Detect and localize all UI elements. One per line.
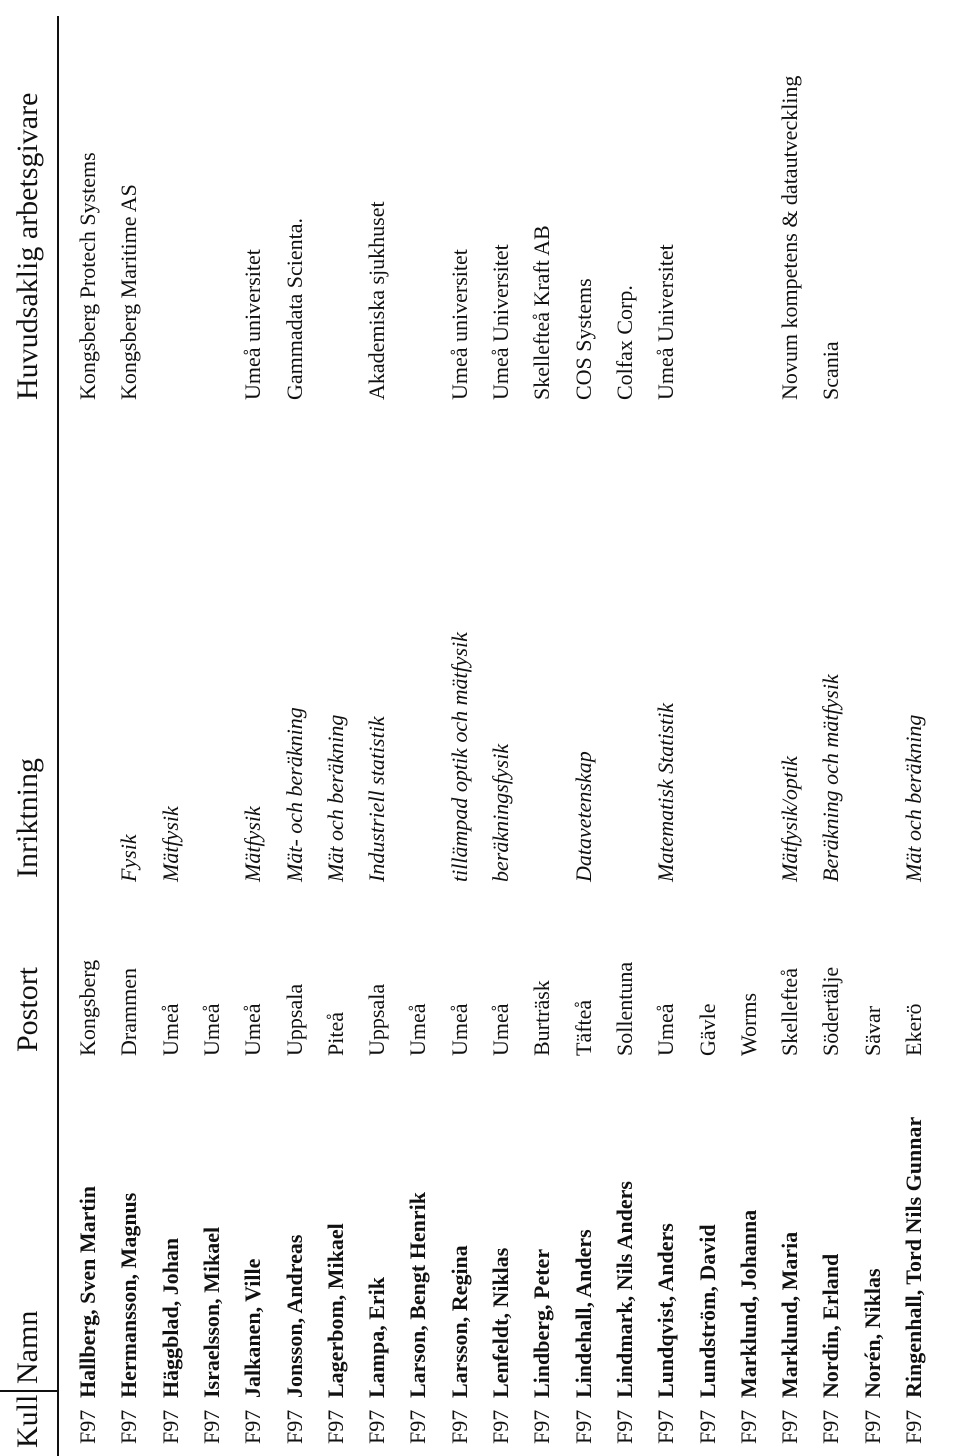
kull-cell: F97 xyxy=(322,1409,348,1444)
kull-cell: F97 xyxy=(446,1409,472,1444)
table-row xyxy=(894,16,934,1456)
inriktning-cell: Mätfysik xyxy=(240,806,266,882)
arbetsgivare-cell: Umeå universitet xyxy=(240,249,266,400)
kull-cell: F97 xyxy=(859,1409,885,1444)
header-divider xyxy=(0,1391,57,1393)
arbetsgivare-cell: Colfax Corp. xyxy=(611,285,637,400)
name-cell: Marklund, Maria xyxy=(777,1231,803,1398)
arbetsgivare-cell: Novum kompetens & datautveckling xyxy=(777,75,803,400)
table-row xyxy=(68,16,108,1456)
inriktning-cell: beräkningsfysik xyxy=(488,743,513,882)
inriktning-cell: Mät- och beräkning xyxy=(281,707,307,882)
name-cell: Jalkanen, Ville xyxy=(240,1258,266,1398)
name-cell: Ringenhall, Tord Nils Gunnar xyxy=(901,1116,926,1398)
postort-cell: Umeå xyxy=(653,1003,679,1056)
inriktning-cell: Mät och beräkning xyxy=(901,714,926,882)
kull-cell: F97 xyxy=(653,1409,679,1444)
postort-cell: Worms xyxy=(735,992,761,1056)
postort-cell: Umeå xyxy=(405,1003,431,1056)
kull-cell: F97 xyxy=(694,1409,720,1444)
table-row xyxy=(729,16,769,1456)
name-cell: Norén, Niklas xyxy=(859,1268,885,1398)
table-row xyxy=(688,16,728,1456)
name-cell: Israelsson, Mikael xyxy=(198,1226,224,1398)
postort-cell: Burträsk xyxy=(529,980,555,1056)
table-row xyxy=(357,16,397,1456)
postort-cell: Umeå xyxy=(446,1003,472,1056)
postort-cell: Kongsberg xyxy=(75,959,100,1056)
inriktning-cell: Datavetenskap xyxy=(570,751,596,882)
kull-cell: F97 xyxy=(281,1409,307,1444)
kull-cell: F97 xyxy=(488,1409,513,1444)
postort-cell: Skellefteå xyxy=(777,968,803,1056)
arbetsgivare-cell: Umeå universitet xyxy=(446,249,472,400)
arbetsgivare-cell: Gammadata Scienta. xyxy=(281,217,307,400)
name-cell: Lundström, David xyxy=(694,1224,720,1398)
kull-cell: F97 xyxy=(735,1409,761,1444)
name-cell: Lundqvist, Anders xyxy=(653,1223,679,1398)
header-rule xyxy=(57,16,59,1456)
inriktning-cell: Matematisk Statistik xyxy=(653,702,679,882)
postort-cell: Sävar xyxy=(859,1005,885,1056)
arbetsgivare-cell: Umeå Universitet xyxy=(488,244,513,400)
kull-cell: F97 xyxy=(198,1409,224,1444)
table-row xyxy=(811,16,851,1456)
header-postort: Postort xyxy=(11,966,44,1052)
postort-cell: Täfteå xyxy=(570,999,596,1056)
postort-cell: Umeå xyxy=(198,1003,224,1056)
table-row xyxy=(192,16,232,1456)
name-cell: Hermansson, Magnus xyxy=(116,1192,142,1398)
name-cell: Lindehall, Anders xyxy=(570,1229,596,1398)
postort-cell: Umeå xyxy=(488,1003,513,1056)
header-inriktning: Inriktning xyxy=(11,758,44,878)
table-row xyxy=(398,16,438,1456)
postort-cell: Umeå xyxy=(157,1003,183,1056)
arbetsgivare-cell: COS Systems xyxy=(570,278,596,400)
arbetsgivare-cell: Akademiska sjukhuset xyxy=(364,201,390,400)
header-arbetsgivare: Huvudsaklig arbetsgivare xyxy=(11,92,44,400)
name-cell: Lindberg, Peter xyxy=(529,1248,555,1398)
kull-cell: F97 xyxy=(157,1409,183,1444)
kull-cell: F97 xyxy=(75,1409,100,1444)
arbetsgivare-cell: Skellefteå Kraft AB xyxy=(529,225,555,400)
postort-cell: Södertälje xyxy=(818,966,844,1056)
name-cell: Lampa, Erik xyxy=(364,1276,390,1398)
name-cell: Nordin, Erland xyxy=(818,1253,844,1398)
postort-cell: Umeå xyxy=(240,1003,266,1056)
inriktning-cell: Fysik xyxy=(116,834,142,882)
postort-cell: Piteå xyxy=(322,1012,348,1056)
inriktning-cell: Mät och beräkning xyxy=(322,714,348,882)
table-row xyxy=(522,16,562,1456)
arbetsgivare-cell: Scania xyxy=(818,341,844,400)
table-row xyxy=(564,16,604,1456)
name-cell: Hallberg, Sven Martin xyxy=(75,1185,100,1398)
arbetsgivare-cell: Kongsberg Maritime AS xyxy=(116,184,142,400)
kull-cell: F97 xyxy=(240,1409,266,1444)
header-namn: Namn xyxy=(11,1310,44,1384)
postort-cell: Drammen xyxy=(116,968,142,1056)
table-row xyxy=(853,16,893,1456)
kull-cell: F97 xyxy=(405,1409,431,1444)
inriktning-cell: Industriell statistik xyxy=(364,716,390,882)
name-cell: Larsson, Regina xyxy=(446,1245,472,1398)
table-row xyxy=(770,16,810,1456)
arbetsgivare-cell: Umeå Universitet xyxy=(653,244,679,400)
kull-cell: F97 xyxy=(570,1409,596,1444)
table-row xyxy=(440,16,480,1456)
kull-cell: F97 xyxy=(818,1409,844,1444)
table-row xyxy=(233,16,273,1456)
kull-cell: F97 xyxy=(611,1409,637,1444)
header-kull: Kull xyxy=(11,1394,44,1448)
table-row xyxy=(646,16,686,1456)
inriktning-cell: tillämpad optik och mätfysik xyxy=(446,632,472,882)
table-row xyxy=(109,16,149,1456)
name-cell: Larson, Bengt Henrik xyxy=(405,1192,431,1398)
kull-cell: F97 xyxy=(529,1409,555,1444)
name-cell: Häggblad, Johan xyxy=(157,1237,183,1398)
kull-cell: F97 xyxy=(364,1409,390,1444)
inriktning-cell: Mätfysik xyxy=(157,806,183,882)
kull-cell: F97 xyxy=(116,1409,142,1444)
kull-cell: F97 xyxy=(901,1409,926,1444)
name-cell: Lagerbom, Mikael xyxy=(322,1223,348,1398)
table-row xyxy=(316,16,356,1456)
table-row xyxy=(151,16,191,1456)
name-cell: Lindmark, Nils Anders xyxy=(611,1181,637,1398)
inriktning-cell: Beräkning och mätfysik xyxy=(818,674,844,882)
kull-cell: F97 xyxy=(777,1409,803,1444)
arbetsgivare-cell: Kongsberg Protech Systems xyxy=(75,152,100,400)
postort-cell: Ekerö xyxy=(901,1003,926,1056)
inriktning-cell: Mätfysik/optik xyxy=(777,756,803,882)
table-row xyxy=(481,16,521,1456)
name-cell: Marklund, Johanna xyxy=(735,1209,761,1398)
name-cell: Lenfeldt, Niklas xyxy=(488,1247,513,1398)
postort-cell: Gävle xyxy=(694,1003,720,1056)
table-row xyxy=(605,16,645,1456)
table-row xyxy=(275,16,315,1456)
postort-cell: Uppsala xyxy=(281,983,307,1056)
postort-cell: Sollentuna xyxy=(611,961,637,1056)
name-cell: Jonsson, Andreas xyxy=(281,1234,307,1398)
postort-cell: Uppsala xyxy=(364,983,390,1056)
